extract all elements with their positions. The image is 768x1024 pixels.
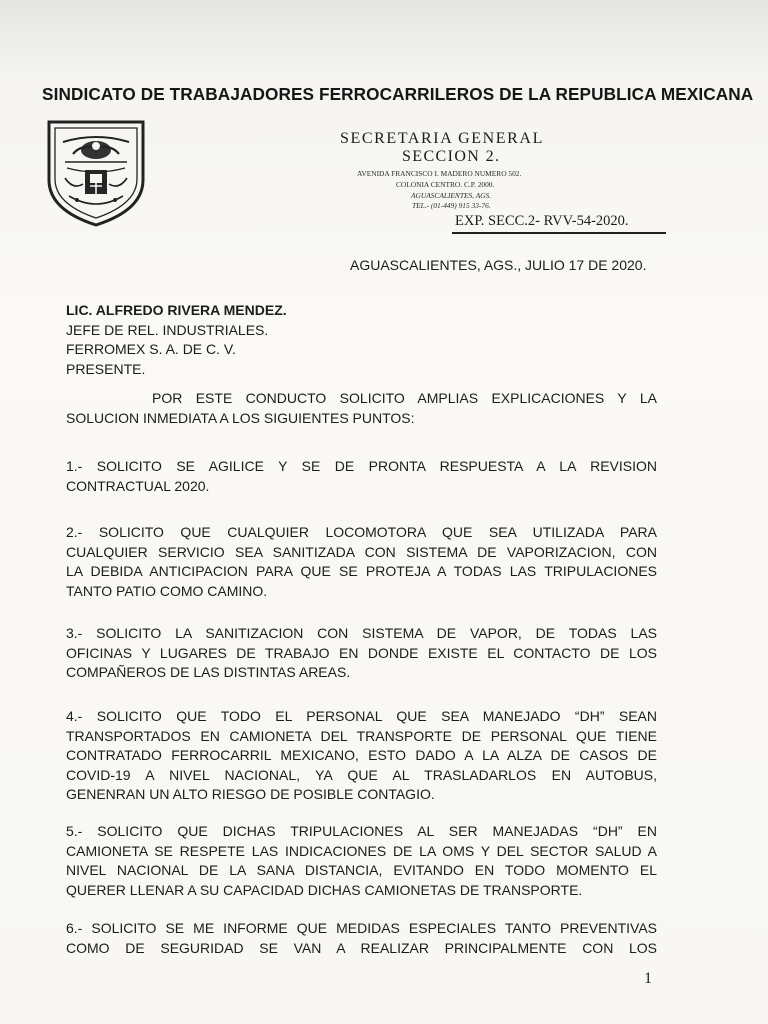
- item-line: GENENRAN UN ALTO RIESGO DE POSIBLE CONTAGIO.: [66, 786, 435, 803]
- item-line: QUERER LLENAR A SU CAPACIDAD DICHAS CAMIONETAS DE TRANSPORTE.: [66, 881, 583, 898]
- item-line: CONTRATADO FERROCARRIL MEXICANO, ESTO DADO A LA ALZA DE CASOS DE: [66, 747, 657, 764]
- request-item-3: [66, 624, 657, 683]
- intro-paragraph: [66, 389, 657, 428]
- union-name-heading: SINDICATO DE TRABAJADORES FERROCARRILEROS DE LA REPUBLICA MEXICANA: [42, 84, 754, 104]
- reference-underline: [452, 232, 666, 234]
- address-line: AVENIDA FRANCISCO I. MADERO NUMERO 502.: [357, 169, 522, 178]
- intro-line: SOLUCION INMEDIATA A LOS SIGUIENTES PUNTOS:: [66, 409, 415, 426]
- item-line: 2.- SOLICITO QUE CUALQUIER LOCOMOTORA QUE SEA UTILIZADA PARA: [66, 524, 657, 540]
- item-line: 1.- SOLICITO SE AGILICE Y SE DE PRONTA RESPUESTA A LA REVISION: [66, 458, 657, 474]
- item-line: TRANSPORTADOS EN CAMIONETA DEL TRANSPORTE DE PERSONAL QUE TIENE: [66, 727, 657, 744]
- seccion-heading: SECCION 2.: [402, 148, 501, 165]
- file-reference: EXP. SECC.2- RVV-54-2020.: [455, 213, 629, 229]
- item-line: 6.- SOLICITO SE ME INFORME QUE MEDIDAS ESPECIALES TANTO PREVENTIVAS: [66, 920, 657, 936]
- item-line: NIVEL NACIONAL DE LA SANA DISTANCIA, EVITANDO EN TODO MOMENTO EL: [66, 862, 657, 879]
- item-line: LA DEBIDA ANTICIPACION PARA QUE SE PROTEJA A TODAS LAS TRIPULACIONES: [66, 563, 657, 580]
- top-shadow: [0, 0, 768, 70]
- phone-line: TEL.- (01-449) 915 33-76.: [412, 201, 491, 210]
- item-line: CAMIONETA SE RESPETE LAS INDICACIONES DE LA OMS Y DEL SECTOR SALUD A: [66, 842, 657, 859]
- address-line: COLONIA CENTRO. C.P. 2000.: [396, 180, 495, 189]
- item-line: TANTO PATIO COMO CAMINO.: [66, 582, 268, 599]
- item-line: COMPAÑEROS DE LAS DISTINTAS AREAS.: [66, 664, 351, 681]
- date-line: AGUASCALIENTES, AGS., JULIO 17 DE 2020.: [350, 257, 647, 273]
- intro-line: POR ESTE CONDUCTO SOLICITO AMPLIAS EXPLICACIONES Y LA: [152, 390, 657, 406]
- request-item-2: [66, 523, 657, 601]
- addressee-block: [66, 301, 287, 379]
- item-line: OFICINAS Y LUGARES DE TRABAJO EN DONDE EXISTE EL CONTACTO DE LOS: [66, 644, 657, 661]
- addressee-position: JEFE DE REL. INDUSTRIALES.: [66, 321, 269, 338]
- request-item-1: [66, 457, 657, 496]
- union-emblem-icon: [43, 118, 149, 228]
- address-line: AGUASCALIENTES, AGS.: [411, 191, 492, 200]
- addressee-closing: PRESENTE.: [66, 360, 146, 377]
- item-line: CUALQUIER SERVICIO SEA SANITIZADA CON SISTEMA DE VAPORIZACION, CON: [66, 543, 657, 560]
- item-line: 3.- SOLICITO LA SANITIZACION CON SISTEMA DE VAPOR, DE TODAS LAS: [66, 625, 657, 641]
- secretaria-general-heading: SECRETARIA GENERAL: [340, 130, 544, 147]
- item-line: 5.- SOLICITO QUE DICHAS TRIPULACIONES AL SER MANEJADAS “DH” EN: [66, 823, 657, 839]
- addressee-name: LIC. ALFREDO RIVERA MENDEZ.: [66, 302, 287, 318]
- request-item-4: [66, 707, 657, 805]
- request-item-5: [66, 822, 657, 900]
- item-line: COVID-19 A NIVEL NACIONAL, YA QUE AL TRASLADARLOS EN AUTOBUS,: [66, 766, 657, 783]
- page-number: 1: [644, 970, 652, 987]
- request-item-6: [66, 919, 657, 958]
- addressee-company: FERROMEX S. A. DE C. V.: [66, 341, 236, 357]
- item-line: COMO DE SEGURIDAD SE VAN A REALIZAR PRINCIPALMENTE CON LOS: [66, 939, 657, 956]
- item-line: 4.- SOLICITO QUE TODO EL PERSONAL QUE SEA MANEJADO “DH” SEAN: [66, 708, 657, 724]
- item-line: CONTRACTUAL 2020.: [66, 477, 210, 494]
